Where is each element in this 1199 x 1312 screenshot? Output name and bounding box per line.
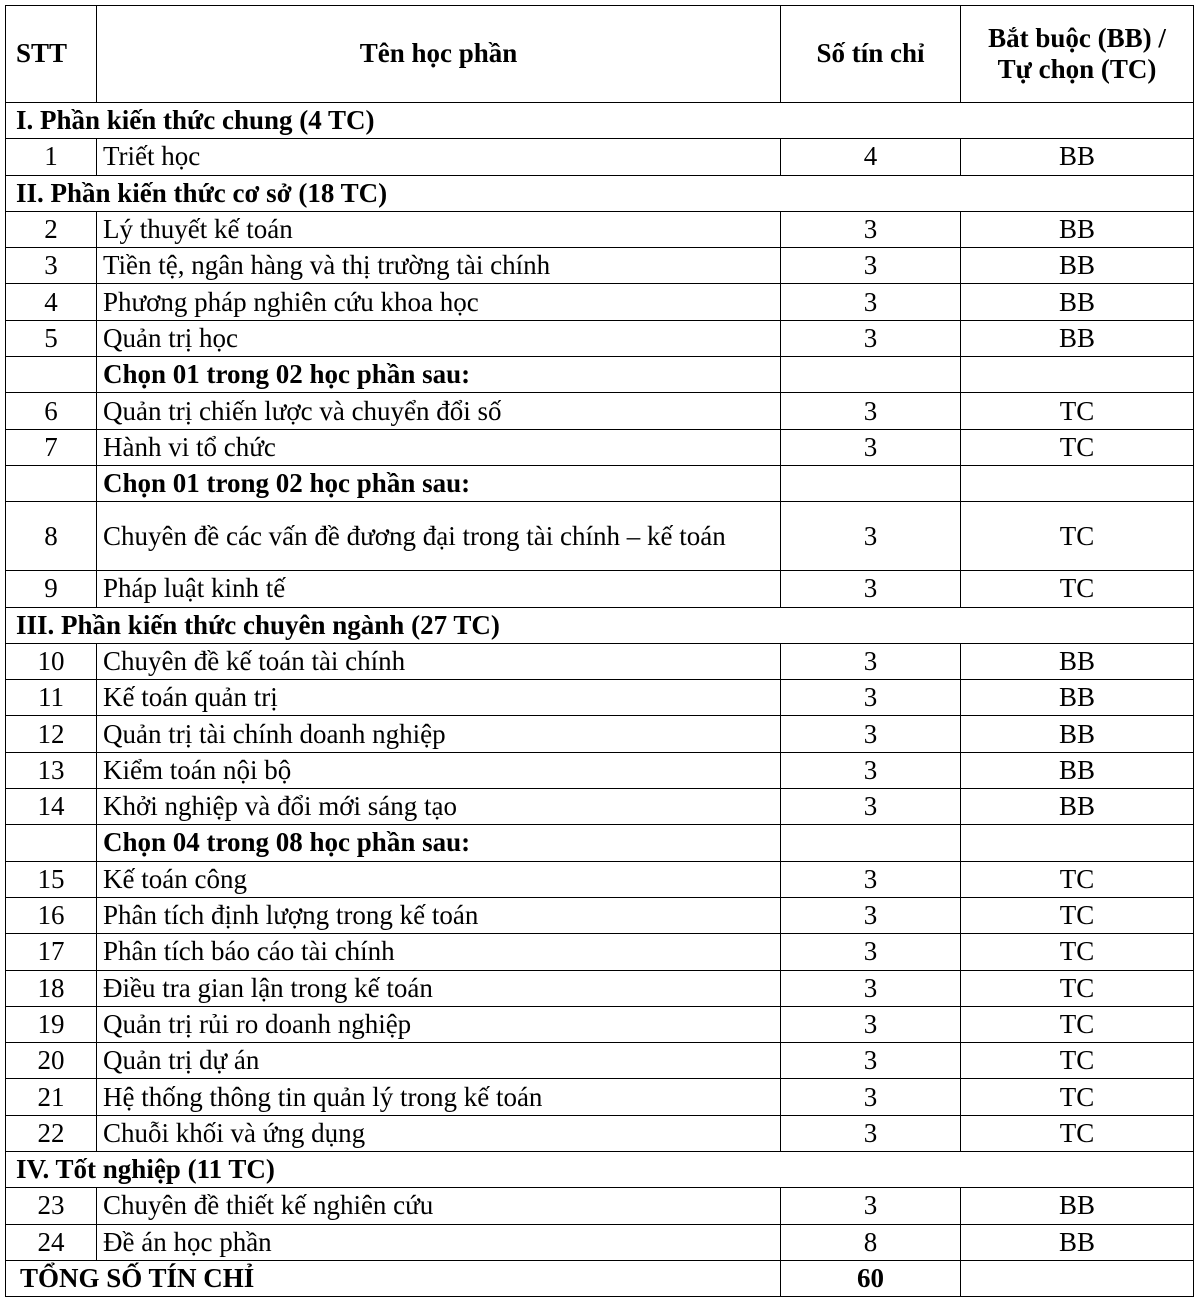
course-name: Triết học xyxy=(97,139,781,175)
group-type-empty xyxy=(961,465,1194,501)
course-stt: 16 xyxy=(6,897,97,933)
group-stt-empty xyxy=(6,825,97,861)
course-type: BB xyxy=(961,789,1194,825)
table-row xyxy=(6,789,1194,825)
course-name: Phân tích định lượng trong kế toán xyxy=(97,897,781,933)
course-name: Kiểm toán nội bộ xyxy=(97,752,781,788)
course-name: Đề án học phần xyxy=(97,1224,781,1260)
course-type: BB xyxy=(961,716,1194,752)
course-name: Lý thuyết kế toán xyxy=(97,211,781,247)
course-name: Chuyên đề các vấn đề đương đại trong tài chính – kế toán xyxy=(97,502,781,571)
elective-group-row xyxy=(6,465,1194,501)
table-row xyxy=(6,393,1194,429)
elective-group-label: Chọn 01 trong 02 học phần sau: xyxy=(97,357,781,393)
course-type: TC xyxy=(961,571,1194,607)
course-credits: 3 xyxy=(781,1115,961,1151)
course-credits: 3 xyxy=(781,393,961,429)
course-name: Chuyên đề kế toán tài chính xyxy=(97,643,781,679)
section-title: III. Phần kiến thức chuyên ngành (27 TC) xyxy=(6,607,1194,643)
course-credits: 3 xyxy=(781,284,961,320)
course-credits: 3 xyxy=(781,861,961,897)
table-row xyxy=(6,1006,1194,1042)
course-credits: 3 xyxy=(781,897,961,933)
course-stt: 12 xyxy=(6,716,97,752)
section-title: I. Phần kiến thức chung (4 TC) xyxy=(6,103,1194,139)
course-type: BB xyxy=(961,1188,1194,1224)
table-row xyxy=(6,1043,1194,1079)
course-stt: 20 xyxy=(6,1043,97,1079)
course-type: TC xyxy=(961,393,1194,429)
course-credits: 3 xyxy=(781,320,961,356)
course-stt: 15 xyxy=(6,861,97,897)
table-row xyxy=(6,571,1194,607)
course-name: Chuyên đề thiết kế nghiên cứu xyxy=(97,1188,781,1224)
course-credits: 3 xyxy=(781,789,961,825)
course-name: Quản trị tài chính doanh nghiệp xyxy=(97,716,781,752)
course-stt: 24 xyxy=(6,1224,97,1260)
table-row xyxy=(6,680,1194,716)
course-type: TC xyxy=(961,861,1194,897)
course-type: BB xyxy=(961,1224,1194,1260)
course-type: BB xyxy=(961,248,1194,284)
course-type: TC xyxy=(961,1006,1194,1042)
course-credits: 3 xyxy=(781,1079,961,1115)
table-row xyxy=(6,752,1194,788)
course-stt: 1 xyxy=(6,139,97,175)
group-credits-empty xyxy=(781,357,961,393)
course-stt: 22 xyxy=(6,1115,97,1151)
header-stt: STT xyxy=(6,6,97,103)
course-credits: 3 xyxy=(781,211,961,247)
course-stt: 6 xyxy=(6,393,97,429)
group-type-empty xyxy=(961,825,1194,861)
course-stt: 21 xyxy=(6,1079,97,1115)
course-credits: 3 xyxy=(781,752,961,788)
section-row xyxy=(6,607,1194,643)
table-row xyxy=(6,429,1194,465)
course-stt: 8 xyxy=(6,502,97,571)
course-type: TC xyxy=(961,502,1194,571)
course-stt: 3 xyxy=(6,248,97,284)
course-credits: 3 xyxy=(781,1006,961,1042)
course-type: TC xyxy=(961,897,1194,933)
table-row xyxy=(6,320,1194,356)
course-stt: 13 xyxy=(6,752,97,788)
course-credits: 3 xyxy=(781,1043,961,1079)
table-row xyxy=(6,934,1194,970)
elective-group-label: Chọn 04 trong 08 học phần sau: xyxy=(97,825,781,861)
group-stt-empty xyxy=(6,357,97,393)
header-type-line1: Bắt buộc (BB) / xyxy=(988,22,1166,53)
course-credits: 3 xyxy=(781,429,961,465)
course-stt: 2 xyxy=(6,211,97,247)
total-type-empty xyxy=(961,1260,1194,1296)
course-name: Hệ thống thông tin quản lý trong kế toán xyxy=(97,1079,781,1115)
course-type: BB xyxy=(961,643,1194,679)
section-title: IV. Tốt nghiệp (11 TC) xyxy=(6,1152,1194,1188)
table-row xyxy=(6,284,1194,320)
course-stt: 7 xyxy=(6,429,97,465)
elective-group-row xyxy=(6,357,1194,393)
table-row xyxy=(6,643,1194,679)
course-stt: 11 xyxy=(6,680,97,716)
course-type: TC xyxy=(961,934,1194,970)
course-name: Quản trị dự án xyxy=(97,1043,781,1079)
course-credits: 3 xyxy=(781,1188,961,1224)
course-stt: 10 xyxy=(6,643,97,679)
header-type xyxy=(961,6,1194,103)
course-name: Chuỗi khối và ứng dụng xyxy=(97,1115,781,1151)
table-row xyxy=(6,139,1194,175)
course-type: TC xyxy=(961,1079,1194,1115)
course-name: Phương pháp nghiên cứu khoa học xyxy=(97,284,781,320)
course-stt: 19 xyxy=(6,1006,97,1042)
table-body xyxy=(6,103,1194,1261)
course-name: Quản trị rủi ro doanh nghiệp xyxy=(97,1006,781,1042)
group-credits-empty xyxy=(781,825,961,861)
group-type-empty xyxy=(961,357,1194,393)
section-row xyxy=(6,1152,1194,1188)
section-row xyxy=(6,175,1194,211)
course-name: Hành vi tổ chức xyxy=(97,429,781,465)
header-course-name: Tên học phần xyxy=(97,6,781,103)
course-name: Quản trị học xyxy=(97,320,781,356)
course-credits: 8 xyxy=(781,1224,961,1260)
course-type: BB xyxy=(961,139,1194,175)
table-row xyxy=(6,248,1194,284)
table-row xyxy=(6,970,1194,1006)
course-type: TC xyxy=(961,1043,1194,1079)
course-credits: 3 xyxy=(781,643,961,679)
table-row xyxy=(6,897,1194,933)
group-stt-empty xyxy=(6,465,97,501)
total-label: TỔNG SỐ TÍN CHỈ xyxy=(6,1260,781,1296)
course-name: Điều tra gian lận trong kế toán xyxy=(97,970,781,1006)
course-credits: 3 xyxy=(781,934,961,970)
course-type: BB xyxy=(961,284,1194,320)
table-row xyxy=(6,502,1194,571)
course-type: TC xyxy=(961,970,1194,1006)
course-type: BB xyxy=(961,680,1194,716)
course-credits: 3 xyxy=(781,502,961,571)
table-row xyxy=(6,1115,1194,1151)
course-stt: 9 xyxy=(6,571,97,607)
course-stt: 5 xyxy=(6,320,97,356)
course-credits: 3 xyxy=(781,571,961,607)
section-row xyxy=(6,103,1194,139)
course-credits: 3 xyxy=(781,716,961,752)
course-name: Kế toán công xyxy=(97,861,781,897)
course-name: Kế toán quản trị xyxy=(97,680,781,716)
course-credits: 3 xyxy=(781,248,961,284)
header-type-line2: Tự chọn (TC) xyxy=(997,54,1157,84)
course-name: Pháp luật kinh tế xyxy=(97,571,781,607)
course-type: TC xyxy=(961,429,1194,465)
course-name: Tiền tệ, ngân hàng và thị trường tài chính xyxy=(97,248,781,284)
course-stt: 18 xyxy=(6,970,97,1006)
elective-group-label: Chọn 01 trong 02 học phần sau: xyxy=(97,465,781,501)
table-row xyxy=(6,716,1194,752)
table-header-row xyxy=(6,6,1194,103)
group-credits-empty xyxy=(781,465,961,501)
course-credits: 3 xyxy=(781,970,961,1006)
table-row xyxy=(6,1224,1194,1260)
course-stt: 4 xyxy=(6,284,97,320)
curriculum-table xyxy=(5,5,1194,1297)
course-type: BB xyxy=(961,752,1194,788)
course-credits: 3 xyxy=(781,680,961,716)
elective-group-row xyxy=(6,825,1194,861)
table-row xyxy=(6,1079,1194,1115)
total-credits: 60 xyxy=(781,1260,961,1296)
course-type: BB xyxy=(961,320,1194,356)
total-row xyxy=(6,1260,1194,1296)
section-title: II. Phần kiến thức cơ sở (18 TC) xyxy=(6,175,1194,211)
course-name: Phân tích báo cáo tài chính xyxy=(97,934,781,970)
course-stt: 14 xyxy=(6,789,97,825)
course-type: TC xyxy=(961,1115,1194,1151)
course-type: BB xyxy=(961,211,1194,247)
table-row xyxy=(6,1188,1194,1224)
header-credits: Số tín chỉ xyxy=(781,6,961,103)
course-stt: 23 xyxy=(6,1188,97,1224)
table-row xyxy=(6,211,1194,247)
course-credits: 4 xyxy=(781,139,961,175)
course-name: Quản trị chiến lược và chuyển đổi số xyxy=(97,393,781,429)
table-row xyxy=(6,861,1194,897)
course-stt: 17 xyxy=(6,934,97,970)
course-name: Khởi nghiệp và đổi mới sáng tạo xyxy=(97,789,781,825)
